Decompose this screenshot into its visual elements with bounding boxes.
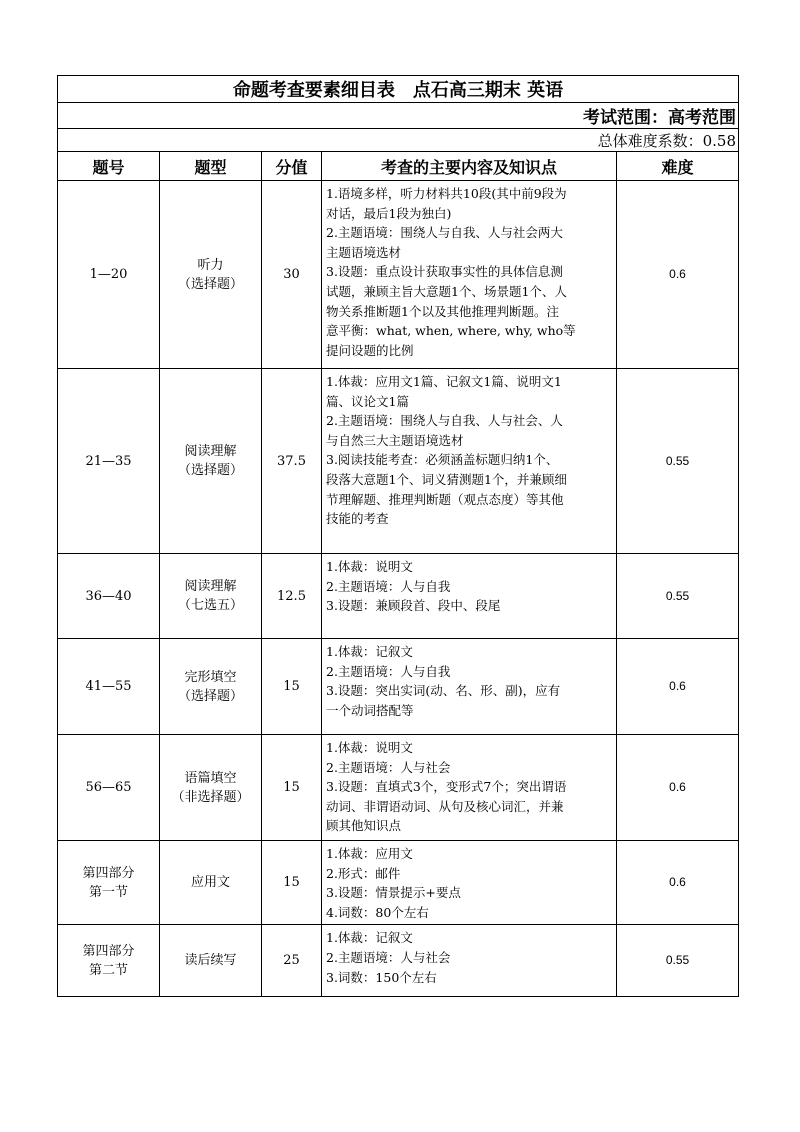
content-cell [322,841,617,925]
header-content: 考查的主要内容及知识点 [322,152,617,181]
content-line: 顾其他知识点 [326,818,402,834]
question-number [58,554,160,639]
content-line: 2.主题语境：人与社会 [326,759,451,775]
overall-difficulty: 总体难度系数：0.58 [58,129,739,152]
content-line: 3.设题：直填式3个，变形式7个；突出谓语 [326,779,567,795]
question-type-line: 应用文 [190,875,230,891]
header-row [58,152,739,181]
content-line: 1.体裁：应用文 [326,846,413,861]
difficulty-value: 0.55 [617,925,739,997]
question-number-line: 第一节 [88,884,128,900]
content-line: 技能的考查 [326,511,389,527]
question-number [58,181,160,369]
difficulty-value: 0.6 [617,841,739,925]
table-row [58,735,739,841]
question-number-line: 41—55 [85,679,132,694]
content-line: 1.体裁：记叙文 [326,644,413,659]
content-line: 3.设题：重点设计获取事实性的具体信息测 [326,264,563,280]
content-line: 1.体裁：应用文1篇、记叙文1篇、说明文1 [326,374,562,389]
header-type: 题型 [160,152,262,181]
content-line: 与自然三大主题语境选材 [326,432,464,448]
content-line: 2.主题语境：围绕人与自我、人与社会、人 [326,413,563,429]
table-row [58,181,739,369]
question-number [58,841,160,925]
content-line: 一个动词搭配等 [326,702,414,718]
question-number-line: 1—20 [89,267,128,282]
question-number [58,639,160,735]
question-number [58,925,160,997]
question-type [160,369,262,554]
question-number [58,735,160,841]
question-number [58,369,160,554]
content-line: 试题，兼顾主旨大意题1个、场景题1个、人 [326,283,567,299]
question-type-line: 读后续写 [184,953,237,969]
content-cell [322,554,617,639]
header-number: 题号 [58,152,160,181]
exam-spec-table [57,75,739,997]
score-value: 30 [262,181,322,369]
question-type [160,735,262,841]
table-row [58,841,739,925]
question-type-line: （选择题） [177,463,243,478]
score-value: 15 [262,639,322,735]
difficulty-value: 0.55 [617,554,739,639]
content-cell [322,369,617,554]
content-line: 2.主题语境：人与自我 [326,663,451,679]
content-line: 2.形式：邮件 [326,865,401,881]
content-line: 3.设题：情景提示+要点 [326,885,461,901]
exam-scope: 考试范围：高考范围 [58,103,739,129]
content-line: 1.体裁：说明文 [326,559,413,574]
content-line: 4.词数：80个左右 [326,904,429,920]
question-number-line: 第四部分 [82,943,135,959]
content-line: 意平衡：what, when, where, why, who等 [326,323,576,339]
content-line: 2.主题语境：人与社会 [326,949,451,965]
question-type [160,925,262,997]
content-line: 3.设题：突出实词(动、名、形、副)，应有 [326,683,561,699]
table-body [58,181,739,997]
score-value: 25 [262,925,322,997]
question-type [160,181,262,369]
header-difficulty: 难度 [617,152,739,181]
content-line: 1.体裁：说明文 [326,740,413,755]
score-value: 15 [262,841,322,925]
difficulty-value: 0.55 [617,369,739,554]
question-number-line: 第四部分 [82,865,135,881]
difficulty-value: 0.6 [617,181,739,369]
content-line: 主题语境选材 [326,244,402,260]
question-type-line: （非选择题） [171,789,250,805]
question-number-line: 36—40 [85,588,132,604]
content-cell [322,181,617,369]
content-line: 对话，最后1段为独白) [326,205,452,221]
question-type [160,639,262,735]
content-line: 1.体裁：记叙文 [326,930,413,946]
table-row [58,639,739,735]
question-number-line: 56—65 [85,780,132,795]
content-line: 3.词数：150个左右 [326,969,437,985]
question-type-line: 阅读理解 [184,444,237,459]
difficulty-value: 0.6 [617,735,739,841]
content-line: 2.主题语境：围绕人与自我、人与社会两大 [326,225,563,241]
table-row [58,369,739,554]
content-line: 篇、议论文1篇 [326,393,409,409]
page-title: 命题考查要素细目表 点石高三期末 英语 [58,76,739,103]
content-line: 提问设题的比例 [326,342,414,358]
question-type [160,554,262,639]
header-score: 分值 [262,152,322,181]
question-number-line: 21—35 [85,453,132,469]
content-line: 动词、非谓语动词、从句及核心词汇，并兼 [326,798,564,814]
question-type-line: （七选五） [177,598,243,613]
question-type-line: 语篇填空 [184,770,237,786]
table-row [58,554,739,639]
question-type [160,841,262,925]
question-type-line: （选择题） [177,276,243,292]
content-line: 3.设题：兼顾段首、段中、段尾 [326,598,501,614]
question-type-line: （选择题） [177,688,243,704]
question-type-line: 完形填空 [184,669,237,685]
content-line: 1.语境多样，听力材料共10段(其中前9段为 [326,186,567,201]
difficulty-value: 0.6 [617,639,739,735]
content-cell [322,639,617,735]
content-cell [322,925,617,997]
score-value: 15 [262,735,322,841]
question-type-line: 听力 [197,257,224,273]
content-cell [322,735,617,841]
content-line: 2.主题语境：人与自我 [326,578,451,594]
question-number-line: 第二节 [88,962,128,978]
content-line: 3.阅读技能考查：必须涵盖标题归纳1个、 [326,452,559,468]
score-value: 37.5 [262,369,322,554]
content-line: 节理解题、推理判断题（观点态度）等其他 [326,491,564,507]
question-type-line: 阅读理解 [184,579,237,594]
score-value: 12.5 [262,554,322,639]
content-line: 段落大意题1个、词义猜测题1个，并兼顾细 [326,471,567,487]
content-line: 物关系推断题1个以及其他推理判断题。注 [326,303,559,319]
table-row [58,925,739,997]
